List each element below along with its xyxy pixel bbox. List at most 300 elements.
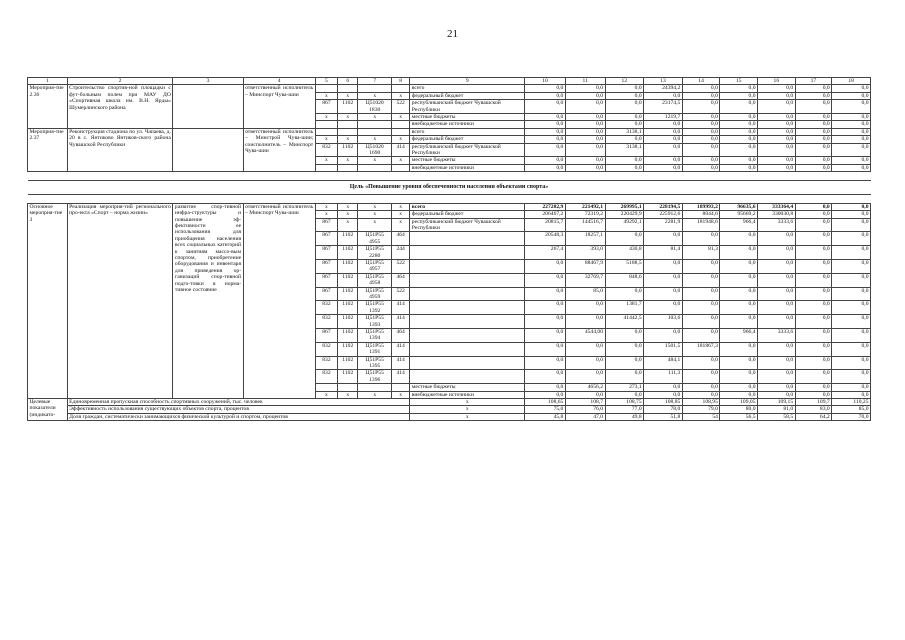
indicator-value: 77,0 (605, 406, 644, 413)
expense-type: 414 (391, 143, 409, 157)
amount-cell: 0,0 (720, 342, 758, 356)
measure-name: Строительство спортив-ной площадки с фут-больным полем при МАУ ДО «Спортивная школа им. В.Н. Ярды» Шумерлинского района (67, 85, 173, 128)
amount-cell: 0,0 (565, 342, 605, 356)
amount-cell: 0,0 (682, 384, 720, 391)
amount-cell: 0,0 (832, 246, 871, 260)
amount-cell: 0,0 (832, 370, 871, 384)
amount-cell: 181948,6 (682, 218, 720, 232)
column-number: 8 (391, 78, 409, 85)
funding-source: республиканский бюджет Чувашской Республики (410, 143, 525, 157)
target-article: Ц51Р55 4959 (358, 287, 392, 301)
indicator-value: 64,2 (795, 413, 832, 420)
amount-cell: 181867,3 (682, 342, 720, 356)
column-number: 2 (67, 78, 173, 85)
amount-cell: 0,0 (525, 301, 566, 315)
grbs-code: x (315, 92, 337, 99)
expense-type: x (391, 157, 409, 164)
column-number: 11 (565, 78, 605, 85)
amount-cell: 0,0 (795, 356, 832, 370)
expense-type: 414 (391, 370, 409, 384)
indicator-value: 70,0 (832, 413, 871, 420)
indicator-row (28, 413, 871, 420)
grbs-code: 867 (315, 273, 337, 287)
amount-cell: 0,0 (795, 301, 832, 315)
indicator-value: 45,8 (525, 413, 566, 420)
amount-cell: 0,0 (525, 100, 566, 114)
amount-cell: 269995,1 (605, 203, 644, 210)
header-row (28, 78, 871, 85)
amount-cell: 0,0 (720, 121, 758, 128)
amount-cell: 0,0 (682, 164, 720, 171)
amount-cell: 0,0 (758, 164, 796, 171)
amount-cell: 0,0 (720, 128, 758, 135)
amount-cell: 0,0 (682, 273, 720, 287)
expense-type: x (391, 136, 409, 143)
amount-cell: 20548,3 (525, 232, 566, 246)
amount-cell: 103,6 (644, 315, 683, 329)
amount-cell: 95669,2 (720, 211, 758, 218)
spacer (28, 194, 871, 203)
amount-cell: 0,0 (720, 85, 758, 92)
amount-cell: 0,0 (565, 164, 605, 171)
section-code: 1102 (338, 356, 358, 370)
amount-cell: 0,0 (525, 287, 566, 301)
section-code: 1102 (338, 301, 358, 315)
expense-type: 464 (391, 329, 409, 343)
amount-cell: 0,0 (758, 246, 796, 260)
indicator-value: 54 (682, 413, 720, 420)
amount-cell: 0,0 (832, 259, 871, 273)
expense-type: 522 (391, 259, 409, 273)
amount-cell: 393,0 (565, 246, 605, 260)
amount-cell: 0,0 (795, 128, 832, 135)
amount-cell: 0,0 (682, 259, 720, 273)
table-row (28, 128, 871, 135)
amount-cell: 0,0 (758, 114, 796, 121)
amount-cell: 96635,6 (720, 203, 758, 210)
amount-cell: 20815,7 (525, 218, 566, 232)
amount-cell: 23174,5 (644, 100, 683, 114)
amount-cell: 0,0 (682, 143, 720, 157)
amount-cell: 0,0 (720, 356, 758, 370)
amount-cell: 0,0 (795, 164, 832, 171)
column-number: 9 (410, 78, 525, 85)
amount-cell: 144516,7 (565, 218, 605, 232)
amount-cell: 18257,1 (565, 232, 605, 246)
amount-cell: 0,0 (682, 232, 720, 246)
spacer (28, 172, 871, 181)
funding-source (410, 232, 525, 246)
target-article: x (358, 157, 392, 164)
amount-cell: 0,0 (720, 114, 758, 121)
amount-cell: 430,8 (605, 246, 644, 260)
funding-source: федеральный бюджет (410, 136, 525, 143)
target-article: Ц51020 1830 (358, 100, 392, 114)
target-article: Ц51Р55 1393 (358, 315, 392, 329)
funding-source: внебюджетные источники (410, 121, 525, 128)
column-number: 6 (338, 78, 358, 85)
amount-cell: 0,0 (795, 136, 832, 143)
target-article: Ц51Р55 1394 (358, 329, 392, 343)
amount-cell: 0,0 (795, 246, 832, 260)
expense-type: 414 (391, 342, 409, 356)
amount-cell: 0,0 (682, 114, 720, 121)
amount-cell: 0,0 (795, 157, 832, 164)
amount-cell: 0,0 (720, 301, 758, 315)
amount-cell: 0,0 (758, 384, 796, 391)
grbs-code: 832 (315, 143, 337, 157)
indicator-text: Эффективность использования существующих объектов спорта, процентов (67, 406, 410, 413)
expense-type (391, 164, 409, 171)
section-code: 1102 (338, 315, 358, 329)
funding-source (410, 301, 525, 315)
target-article: Ц51Р55 1392 (358, 301, 392, 315)
amount-cell: 5188,5 (605, 259, 644, 273)
section-code: 1102 (338, 273, 358, 287)
column-number: 15 (720, 78, 758, 85)
grbs-code: 867 (315, 218, 337, 232)
grbs-code: x (315, 136, 337, 143)
target-article: x (358, 92, 392, 99)
funding-source (410, 273, 525, 287)
expense-type: 522 (391, 287, 409, 301)
amount-cell: 0,0 (565, 370, 605, 384)
amount-cell: 0,0 (832, 329, 871, 343)
amount-cell: 0,0 (605, 92, 644, 99)
amount-cell: 0,0 (682, 136, 720, 143)
amount-cell: 0,0 (795, 232, 832, 246)
funding-source: местные бюджеты (410, 384, 525, 391)
funding-source (410, 370, 525, 384)
page-number: 21 (447, 28, 458, 40)
section-code: x (338, 218, 358, 232)
amount-cell: 0,0 (565, 143, 605, 157)
amount-cell: 1501,5 (644, 342, 683, 356)
expense-type: x (391, 391, 409, 398)
amount-cell: 0,0 (565, 85, 605, 92)
expense-type: x (391, 218, 409, 232)
amount-cell: 0,0 (605, 121, 644, 128)
column-number: 14 (682, 78, 720, 85)
amount-cell: 0,0 (832, 143, 871, 157)
amount-cell: 0,0 (682, 391, 720, 398)
target-article: Ц51Р55 4958 (358, 273, 392, 287)
section-code: 1102 (338, 246, 358, 260)
measure-purpose (173, 85, 243, 128)
amount-cell: 0,0 (832, 232, 871, 246)
amount-cell: 0,0 (758, 273, 796, 287)
amount-cell: 0,0 (720, 92, 758, 99)
amount-cell: 0,0 (832, 287, 871, 301)
amount-cell: 8044,6 (682, 211, 720, 218)
target-article: x (358, 218, 392, 232)
funding-source (410, 287, 525, 301)
section-code (338, 164, 358, 171)
target-article: Ц51020 1690 (358, 143, 392, 157)
measure-executor: ответственный исполнитель – Минспорт Чува-шии (243, 203, 315, 398)
funding-source: федеральный бюджет (410, 92, 525, 99)
amount-cell: 0,0 (795, 143, 832, 157)
amount-cell: 0,0 (682, 315, 720, 329)
amount-cell: 0,0 (832, 315, 871, 329)
target-article (358, 128, 392, 135)
amount-cell: 484,1 (644, 356, 683, 370)
column-number: 12 (605, 78, 644, 85)
amount-cell: 4656,2 (565, 384, 605, 391)
amount-cell: 88467,9 (565, 259, 605, 273)
funding-source: внебюджетные источники (410, 391, 525, 398)
amount-cell: 0,0 (525, 164, 566, 171)
section-code: 1102 (338, 259, 358, 273)
column-number: 7 (358, 78, 392, 85)
indicator-x: x (410, 406, 525, 413)
expense-type: x (391, 92, 409, 99)
section-code (338, 85, 358, 92)
amount-cell: 0,0 (682, 370, 720, 384)
measure-name: Реализация мероприя-тий регионального про-екта «Спорт – норма жизни» (67, 203, 173, 398)
indicator-value: 47,0 (565, 413, 605, 420)
grbs-code: 867 (315, 259, 337, 273)
amount-cell: 111,3 (644, 370, 683, 384)
amount-cell: 0,0 (832, 384, 871, 391)
column-number: 4 (243, 78, 315, 85)
amount-cell: 0,0 (565, 121, 605, 128)
amount-cell: 81,4 (644, 246, 683, 260)
amount-cell: 0,0 (795, 329, 832, 343)
indicator-row (28, 406, 871, 413)
indicator-value: 79,0 (682, 406, 720, 413)
amount-cell: 0,0 (682, 100, 720, 114)
amount-cell: 0,0 (720, 287, 758, 301)
amount-cell: 848,6 (605, 273, 644, 287)
amount-cell: 85,0 (565, 287, 605, 301)
amount-cell: 0,0 (832, 128, 871, 135)
amount-cell: 0,0 (644, 259, 683, 273)
expense-type: 414 (391, 356, 409, 370)
target-article (358, 121, 392, 128)
measure-purpose (173, 128, 243, 171)
indicator-value: 78,0 (644, 406, 683, 413)
amount-cell: 333364,4 (758, 203, 796, 210)
measure-executor: ответственный исполнитель – Минстрой Чува-шии; соисполнитель – Минспорт Чува-шии (243, 128, 315, 171)
expense-type: 414 (391, 315, 409, 329)
amount-cell: 330030,8 (758, 211, 796, 218)
amount-cell: 49292,1 (605, 218, 644, 232)
amount-cell: 0,0 (682, 301, 720, 315)
amount-cell: 24394,2 (644, 85, 683, 92)
measure-code: Мероприя-тие 2.37 (28, 128, 68, 171)
funding-source: местные бюджеты (410, 157, 525, 164)
amount-cell: 0,0 (682, 92, 720, 99)
amount-cell: 0,0 (720, 391, 758, 398)
amount-cell: 0,0 (832, 157, 871, 164)
amount-cell: 0,0 (832, 164, 871, 171)
amount-cell: 0,0 (720, 259, 758, 273)
funding-source (410, 329, 525, 343)
grbs-code (315, 164, 337, 171)
amount-cell: 0,0 (720, 143, 758, 157)
amount-cell: 225912,6 (644, 211, 683, 218)
grbs-code (315, 128, 337, 135)
amount-cell: 0,0 (758, 301, 796, 315)
table-row (28, 203, 871, 210)
grbs-code: 867 (315, 246, 337, 260)
amount-cell: 0,0 (795, 287, 832, 301)
amount-cell: 0,0 (832, 92, 871, 99)
funding-source (410, 246, 525, 260)
expense-type (391, 128, 409, 135)
target-article: Ц51Р55 4957 (358, 259, 392, 273)
indicator-text: Доля граждан, систематически занимающихся физической культурой и спортом, процентов (67, 413, 410, 420)
amount-cell: 0,0 (565, 114, 605, 121)
amount-cell: 0,0 (605, 370, 644, 384)
amount-cell: 0,0 (525, 92, 566, 99)
amount-cell: 0,0 (565, 301, 605, 315)
amount-cell: 0,0 (525, 259, 566, 273)
amount-cell: 0,0 (525, 157, 566, 164)
amount-cell: 0,0 (795, 121, 832, 128)
amount-cell: 0,0 (682, 356, 720, 370)
amount-cell: 0,0 (832, 114, 871, 121)
amount-cell: 0,0 (644, 92, 683, 99)
column-number: 17 (795, 78, 832, 85)
amount-cell: 0,0 (525, 370, 566, 384)
indicator-value: 109,7 (795, 399, 832, 406)
indicator-value: 108,65 (525, 399, 566, 406)
amount-cell: 0,0 (758, 121, 796, 128)
indicator-x: x (410, 399, 525, 406)
grbs-code: 867 (315, 232, 337, 246)
amount-cell: 0,0 (832, 136, 871, 143)
grbs-code (315, 384, 337, 391)
amount-cell: 0,0 (758, 232, 796, 246)
amount-cell: 3138,1 (605, 128, 644, 135)
indicator-value: 75,0 (525, 406, 566, 413)
amount-cell: 0,0 (682, 128, 720, 135)
indicator-value: 83,0 (795, 406, 832, 413)
amount-cell: 0,0 (832, 218, 871, 232)
grbs-code (315, 85, 337, 92)
amount-cell: 220429,9 (605, 211, 644, 218)
amount-cell: 0,0 (795, 370, 832, 384)
amount-cell: 0,0 (605, 157, 644, 164)
grbs-code: 832 (315, 356, 337, 370)
funding-source: республиканский бюджет Чувашской Республики (410, 218, 525, 232)
indicator-value: 108,85 (644, 399, 683, 406)
amount-cell: 228194,5 (644, 203, 683, 210)
amount-cell: 0,0 (795, 384, 832, 391)
amount-cell: 267,4 (525, 246, 566, 260)
amount-cell: 0,0 (644, 273, 683, 287)
amount-cell: 1219,7 (644, 114, 683, 121)
section-code: 1102 (338, 287, 358, 301)
indicator-value: 85,0 (832, 406, 871, 413)
column-number: 5 (315, 78, 337, 85)
target-article: Ц51Р55 1396 (358, 370, 392, 384)
grbs-code: x (315, 211, 337, 218)
amount-cell: 0,0 (758, 143, 796, 157)
funding-source: внебюджетные источники (410, 164, 525, 171)
amount-cell: 0,0 (720, 315, 758, 329)
amount-cell: 0,0 (832, 356, 871, 370)
section-code: x (338, 92, 358, 99)
target-article: Ц51Р55 4955 (358, 232, 392, 246)
expense-type (391, 121, 409, 128)
amount-cell: 0,0 (795, 315, 832, 329)
amount-cell: 0,0 (644, 136, 683, 143)
amount-cell: 0,0 (565, 128, 605, 135)
amount-cell: 0,0 (565, 92, 605, 99)
section-code: 1102 (338, 143, 358, 157)
indicator-x: x (410, 413, 525, 420)
amount-cell: 0,0 (682, 157, 720, 164)
column-number: 1 (28, 78, 68, 85)
amount-cell: 0,0 (605, 287, 644, 301)
amount-cell: 189993,2 (682, 203, 720, 210)
amount-cell: 0,0 (795, 92, 832, 99)
funding-source: федеральный бюджет (410, 211, 525, 218)
amount-cell: 0,0 (644, 121, 683, 128)
expense-type: 522 (391, 100, 409, 114)
indicator-value: 76,0 (565, 406, 605, 413)
amount-cell: 0,0 (758, 92, 796, 99)
target-article: x (358, 211, 392, 218)
indicator-value: 49,8 (605, 413, 644, 420)
amount-cell: 0,0 (758, 315, 796, 329)
amount-cell: 0,0 (565, 356, 605, 370)
grbs-code: 867 (315, 287, 337, 301)
amount-cell: 0,0 (525, 114, 566, 121)
measure-executor: ответственный исполнитель – Минспорт Чува-шии (243, 85, 315, 128)
amount-cell: 0,0 (758, 85, 796, 92)
amount-cell: 0,0 (525, 136, 566, 143)
grbs-code: 832 (315, 370, 337, 384)
table-row (28, 85, 871, 92)
section-code (338, 121, 358, 128)
section-code: x (338, 203, 358, 210)
measure-name: Реконструкция стадиона по ул. Чапаева, д. 20 в с. Янтиково Янтиков-ского района Чувашской Республики (67, 128, 173, 171)
amount-cell: 0,0 (795, 259, 832, 273)
amount-cell: 227282,9 (525, 203, 566, 210)
amount-cell: 0,0 (758, 100, 796, 114)
amount-cell: 0,0 (525, 273, 566, 287)
indicator-text: Единовременная пропускная способность спортивных сооружений, тыс. человек (67, 399, 410, 406)
target-article (358, 384, 392, 391)
amount-cell: 0,0 (644, 157, 683, 164)
funding-source: всего (410, 85, 525, 92)
amount-cell: 0,0 (832, 211, 871, 218)
goal-row (28, 181, 871, 194)
amount-cell: 0,0 (525, 329, 566, 343)
section-code: 1102 (338, 342, 358, 356)
grbs-code: 832 (315, 342, 337, 356)
section-code: x (338, 136, 358, 143)
amount-cell: 0,0 (720, 157, 758, 164)
amount-cell: 0,0 (758, 259, 796, 273)
amount-cell: 0,0 (795, 114, 832, 121)
section-code: 1102 (338, 100, 358, 114)
amount-cell: 0,0 (644, 128, 683, 135)
amount-cell: 0,0 (795, 100, 832, 114)
amount-cell: 0,0 (565, 100, 605, 114)
amount-cell: 0,0 (525, 85, 566, 92)
amount-cell: 0,0 (758, 157, 796, 164)
amount-cell: 0,0 (644, 329, 683, 343)
expense-type: x (391, 211, 409, 218)
section-code: 1102 (338, 370, 358, 384)
amount-cell: 3138,1 (605, 143, 644, 157)
amount-cell: 0,0 (525, 384, 566, 391)
